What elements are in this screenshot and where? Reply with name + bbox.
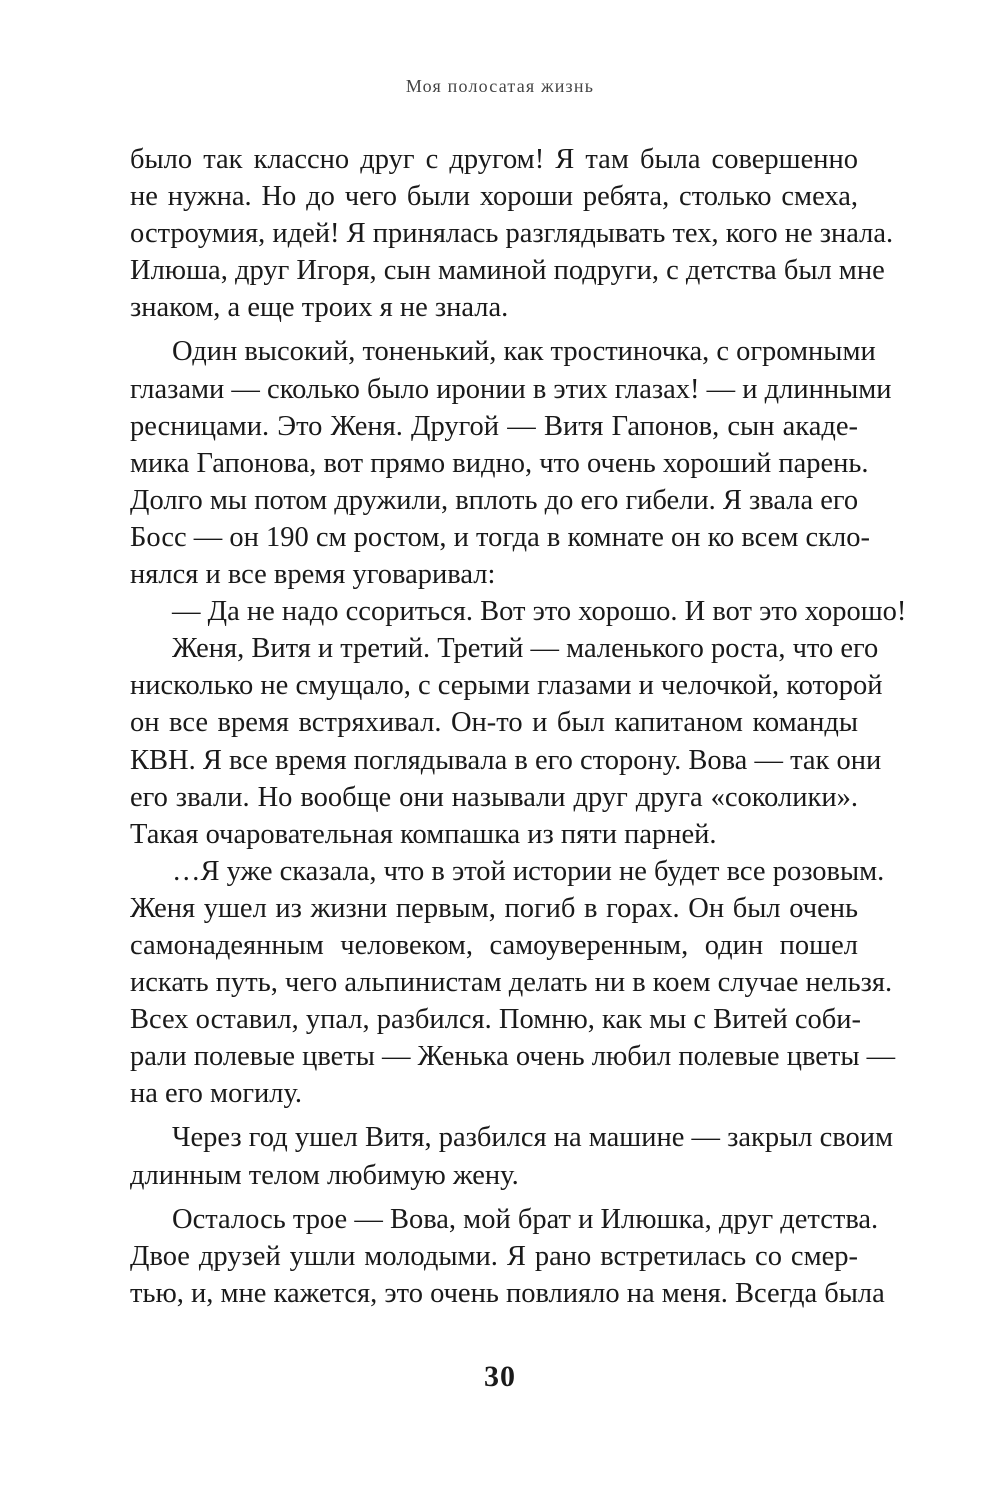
text-line: Осталось трое — Вова, мой брат и Илюшка, друг детства. — [172, 1203, 879, 1235]
text-line: Босс — он 190 см ростом, и тогда в комнате он ко всем скло- — [130, 521, 870, 553]
text-line: Илюша, друг Игоря, сын маминой подруги, с детства был мне — [130, 255, 885, 287]
text-line: самонадеянным человеком, самоуверенным, один пошел — [130, 929, 858, 961]
body-text — [130, 141, 907, 1312]
text-line: Женя ушел из жизни первым, погиб в горах. Он был очень — [130, 892, 858, 924]
text-line: — Да не надо ссориться. Вот это хорошо. И вот это хорошо! — [172, 596, 907, 628]
text-line: он все время встряхивал. Он-то и был капитаном команды — [130, 707, 858, 739]
text-line: нисколько не смущало, с серыми глазами и челочкой, которой — [130, 670, 883, 702]
text-line: Через год ушел Витя, разбился на машине — закрыл своим — [172, 1122, 894, 1154]
running-head: Моя полосатая жизнь — [405, 76, 595, 96]
text-line: ресницами. Это Женя. Другой — Витя Гапонов, сын акаде- — [130, 410, 858, 442]
text-line: искать путь, чего альпинистам делать ни в коем случае нельзя. — [130, 967, 893, 999]
text-line: знаком, а еще троих я не знала. — [130, 292, 509, 324]
text-line: КВН. Я все время поглядывала в его сторону. Вова — так они — [130, 744, 882, 776]
text-line: рали полевые цветы — Женька очень любил полевые цветы — — [130, 1041, 896, 1073]
text-line: Такая очаровательная компашка из пяти парней. — [130, 818, 717, 850]
text-line: Женя, Витя и третий. Третий — маленького роста, что его — [172, 633, 879, 665]
text-line: глазами — сколько было иронии в этих глазах! — и длинными — [130, 373, 892, 405]
text-line: не нужна. Но до чего были хороши ребята, столько смеха, — [130, 181, 858, 213]
text-line: остроумия, идей! Я принялась разглядывать тех, кого не знала. — [130, 218, 894, 250]
text-line: длинным телом любимую жену. — [130, 1159, 519, 1191]
text-line: Один высокий, тоненький, как тростиночка, с огромными — [172, 336, 876, 368]
text-line: тью, и, мне кажется, это очень повлияло на меня. Всегда была — [130, 1277, 885, 1309]
text-line: его звали. Но вообще они называли друг друга «соколики». — [130, 781, 858, 813]
text-line: Всех оставил, упал, разбился. Помню, как мы с Витей соби- — [130, 1004, 862, 1036]
page-number: 30 — [484, 1360, 516, 1393]
text-line: Двое друзей ушли молодыми. Я рано встретилась со смер- — [130, 1240, 858, 1272]
text-line: Долго мы потом дружили, вплоть до его гибели. Я звала его — [130, 484, 859, 516]
text-line: …Я уже сказала, что в этой истории не будет все розовым. — [172, 855, 885, 887]
text-line: мика Гапонова, вот прямо видно, что очень хороший парень. — [130, 447, 869, 479]
text-line: было так классно друг с другом! Я там была совершенно — [130, 144, 858, 175]
text-line: нялся и все время уговаривал: — [130, 559, 496, 591]
text-line: на его могилу. — [130, 1078, 303, 1110]
